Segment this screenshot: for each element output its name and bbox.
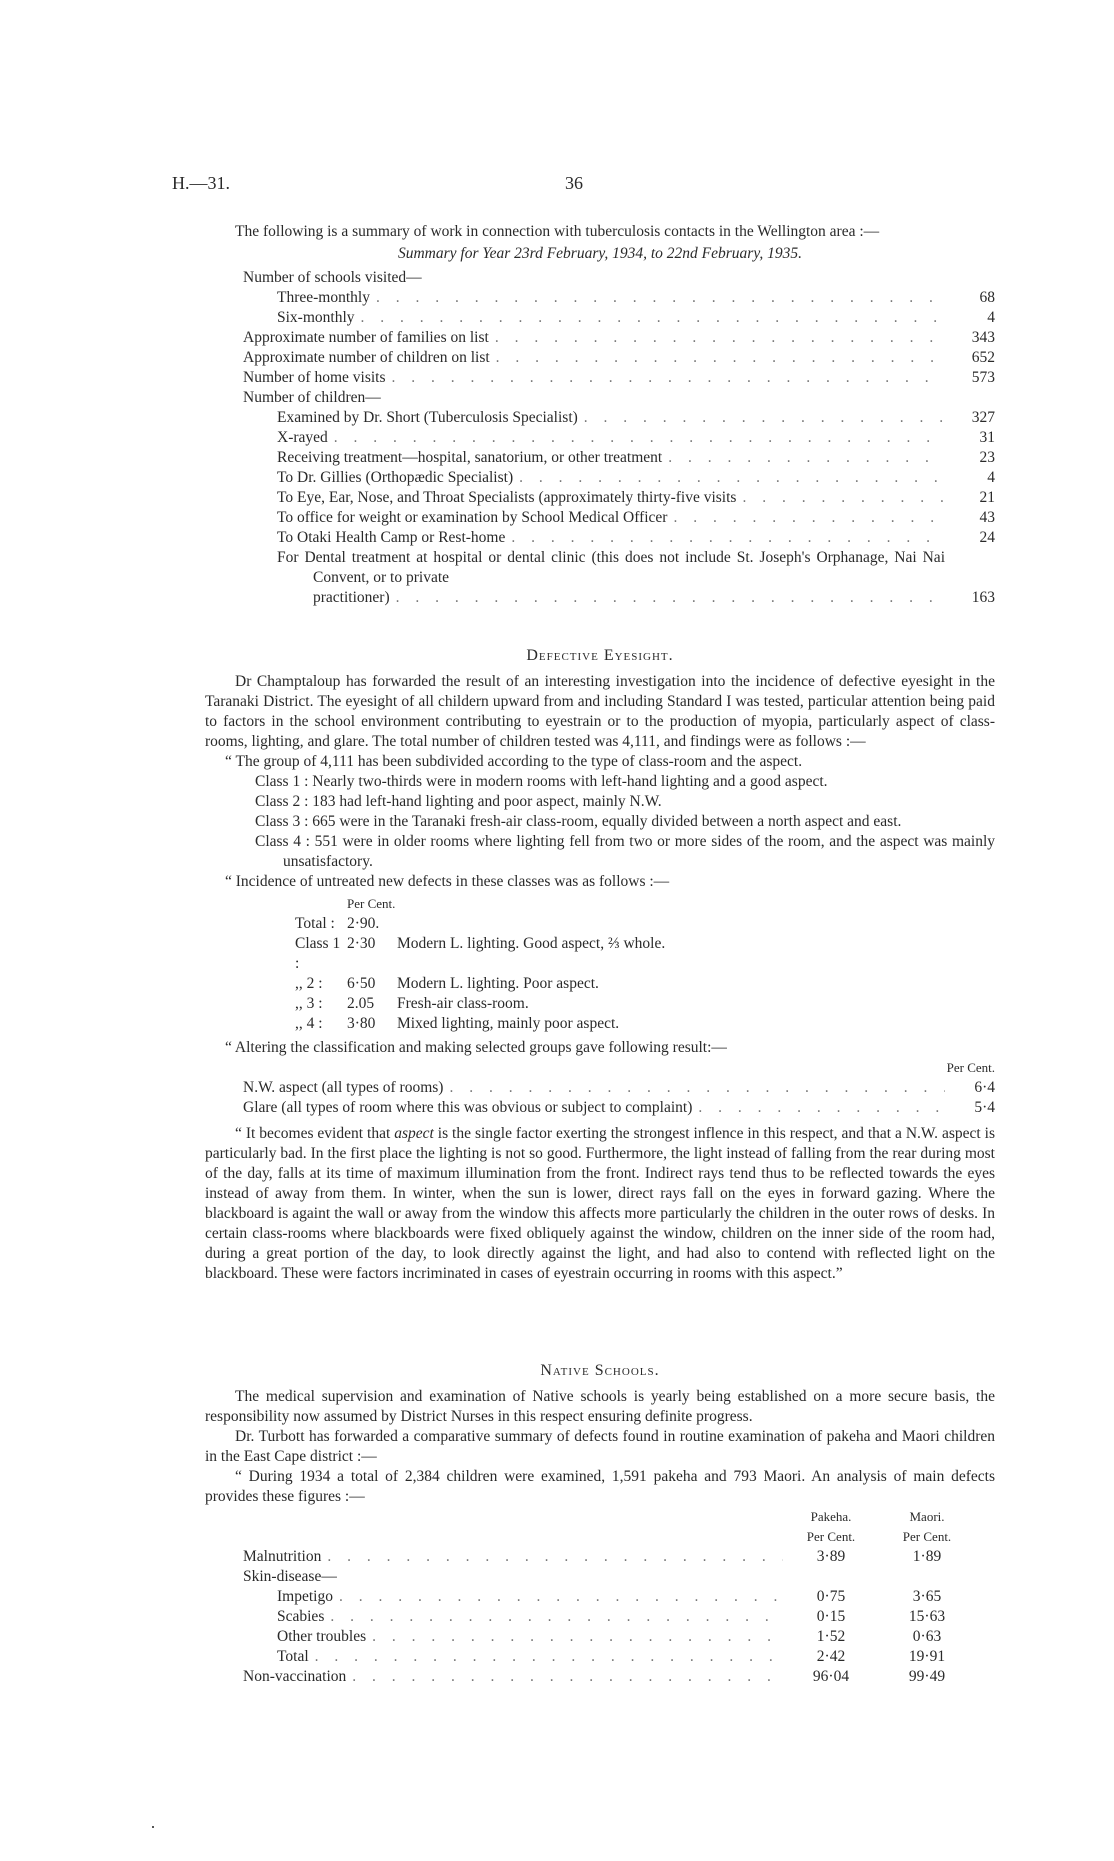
incidence-total-row: Total : 2·90. [295,915,380,932]
summary-row-otaki: To Otaki Health Camp or Rest-home . . . 24 [205,528,995,548]
defects-row-other: Other troubles . . . 1·52 0·63 [243,1627,975,1647]
defects-col-head-2: Per Cent. Per Cent. [806,1529,952,1544]
incidence-class-row: ,, 4 : 3·80 Mixed lighting, mainly poor aspect. [295,1015,620,1032]
summary-row-xrayed: X-rayed . . . 31 [205,428,995,448]
tb-summary-section [205,222,995,608]
page-number: 36 [565,173,583,193]
summary-row-gillies: To Dr. Gillies (Orthopædic Specialist) . . . 4 [205,468,995,488]
eyesight-quote-3: “ Altering the classification and making selected groups gave following result:— [225,1039,727,1056]
native-heading: Native Schools. [540,1362,660,1379]
alt-row-glare: Glare (all types of room where this was obvious or subject to complaint) . . . 5·4 [205,1098,995,1118]
summary-row-three-monthly: Three-monthly . . . 68 [205,288,995,308]
class-1-text: Class 1 : Nearly two-thirds were in modern rooms with left-hand lighting and a good aspect. [255,773,828,790]
summary-row-treatment: Receiving treatment—hospital, sanatorium, or other treatment . . . 23 [205,448,995,468]
native-paragraph-3: “ During 1934 a total of 2,384 children were examined, 1,591 pakeha and 793 Maori. An analysis of main defects provides these figures :— [205,1468,995,1505]
intro-paragraph: The following is a summary of work in connection with tuberculosis contacts in the Wellington area :— [235,223,880,240]
defects-row-scabies: Scabies . . . 0·15 15·63 [243,1607,975,1627]
scan-speck [152,1826,154,1828]
class-2-text: Class 2 : 183 had left-hand lighting and poor aspect, mainly N.W. [255,793,662,810]
summary-row-six-monthly: Six-monthly . . . 4 [205,308,995,328]
incidence-percent-head: Per Cent. [347,896,396,911]
incidence-class-row: ,, 2 : 6·50 Modern L. lighting. Poor aspect. [295,975,599,992]
summary-row-families: Approximate number of families on list . . . 343 [205,328,995,348]
summary-row-dental-last: practitioner) . . . 163 [205,588,995,608]
defects-skin-heading: Skin-disease— [243,1568,337,1585]
alt-row-nw: N.W. aspect (all types of rooms) . . . 6·4 [205,1078,995,1098]
summary-row-dental: For Dental treatment at hospital or dental clinic (this does not include St. Joseph's Orphanage, Nai Nai Convent, or to private [277,549,945,586]
summary-row-eye-ear: To Eye, Ear, Nose, and Throat Specialists (approximately thirty-five visits . . . 21 [205,488,995,508]
summary-row-children-on-list: Approximate number of children on list . . . 652 [205,348,995,368]
summary-row-home-visits: Number of home visits . . . 573 [205,368,995,388]
class-3-text: Class 3 : 665 were in the Taranaki fresh-air class-room, equally divided between a north aspect and east. [255,813,902,830]
defects-table [205,1507,995,1687]
eyesight-quote-2: “ Incidence of untreated new defects in these classes was as follows :— [225,873,670,890]
report-code: H.—31. [172,173,230,193]
incidence-class-row: Class 1 : 2·30 Modern L. lighting. Good aspect, ⅔ whole. [295,935,666,972]
native-schools-section [205,1361,995,1687]
native-paragraph-2: Dr. Turbott has forwarded a comparative summary of defects found in routine examination of pakeha and Maori children in the East Cape district :— [205,1428,995,1465]
summary-caption: Summary for Year 23rd February, 1934, to 22nd February, 1935. [397,245,802,262]
defects-row-impetigo: Impetigo . . . 0·75 3·65 [243,1587,975,1607]
defects-col-head-1: Pakeha. Maori. [810,1509,945,1524]
incidence-table [205,894,995,1034]
alt-percent-head-row: Per Cent. [946,1060,995,1075]
schools-heading: Number of schools visited— [243,269,422,286]
incidence-class-row: ,, 3 : 2.05 Fresh-air class-room. [295,995,529,1012]
summary-row-office: To office for weight or examination by School Medical Officer . . . 43 [205,508,995,528]
incidence-class-rows [295,934,995,1034]
native-paragraph-1: The medical supervision and examination of Native schools is yearly being established on a more secure basis, the responsibility now assumed by District Nurses in this respect ensuring definite progress. [205,1388,995,1425]
eyesight-paragraph-2: “ It becomes evident that aspect is the single factor exerting the strongest inflence in this respect, and that a N.W. aspect is particularly bad. In the first place the lighting is not so good. Furthermore, the light instead of falling from the rear during most of the day, falls at its time of maximum illumination from the front. Indirect rays tend thus to be reflected towards the eyes instead of away from them. In winter, when the sun is lower, direct rays fall on the eyes in forward gazing. Where the blackboard is againt the wall or away from the window this affects more particularly the children in the outer rows of desks. In certain class-rooms where blackboards were fixed obliquely against the window, children on the inner side of the room had, during a great portion of the day, to look directly against the light, and had also to contend with reflected light on the blackboard. These were factors incriminated in cases of eyestrain occurring in rooms with this aspect.” [205,1125,995,1282]
children-heading: Number of children— [243,389,381,406]
class-4-text: Class 4 : 551 were in older rooms where lighting fell from two or more sides of the room, and the aspect was mainly unsatisfactory. [255,833,995,870]
summary-row-examined: Examined by Dr. Short (Tuberculosis Specialist) . . . 327 [205,408,995,428]
eyesight-quote-1: “ The group of 4,111 has been subdivided according to the type of class-room and the aspect. [225,753,803,770]
defective-eyesight-section [205,646,995,1284]
eyesight-heading: Defective Eyesight. [526,647,674,664]
defects-row-malnutrition: Malnutrition . . . 3·89 1·89 [243,1547,975,1567]
defects-row-vaccination: Non-vaccination . . . 96·04 99·49 [243,1667,975,1687]
defects-row-total: Total . . . 2·42 19·91 [243,1647,975,1667]
eyesight-paragraph-1: Dr Champtaloup has forwarded the result of an interesting investigation into the incidence of defective eyesight in the Taranaki District. The eyesight of all childern upward from and including Standard I was tested, particular attention being paid to factors in the school environment contributing to eyestrain or to the production of myopia, particularly aspect of class-rooms, lighting, and glare. The total number of children tested was 4,111, and findings were as follows :— [205,673,995,750]
